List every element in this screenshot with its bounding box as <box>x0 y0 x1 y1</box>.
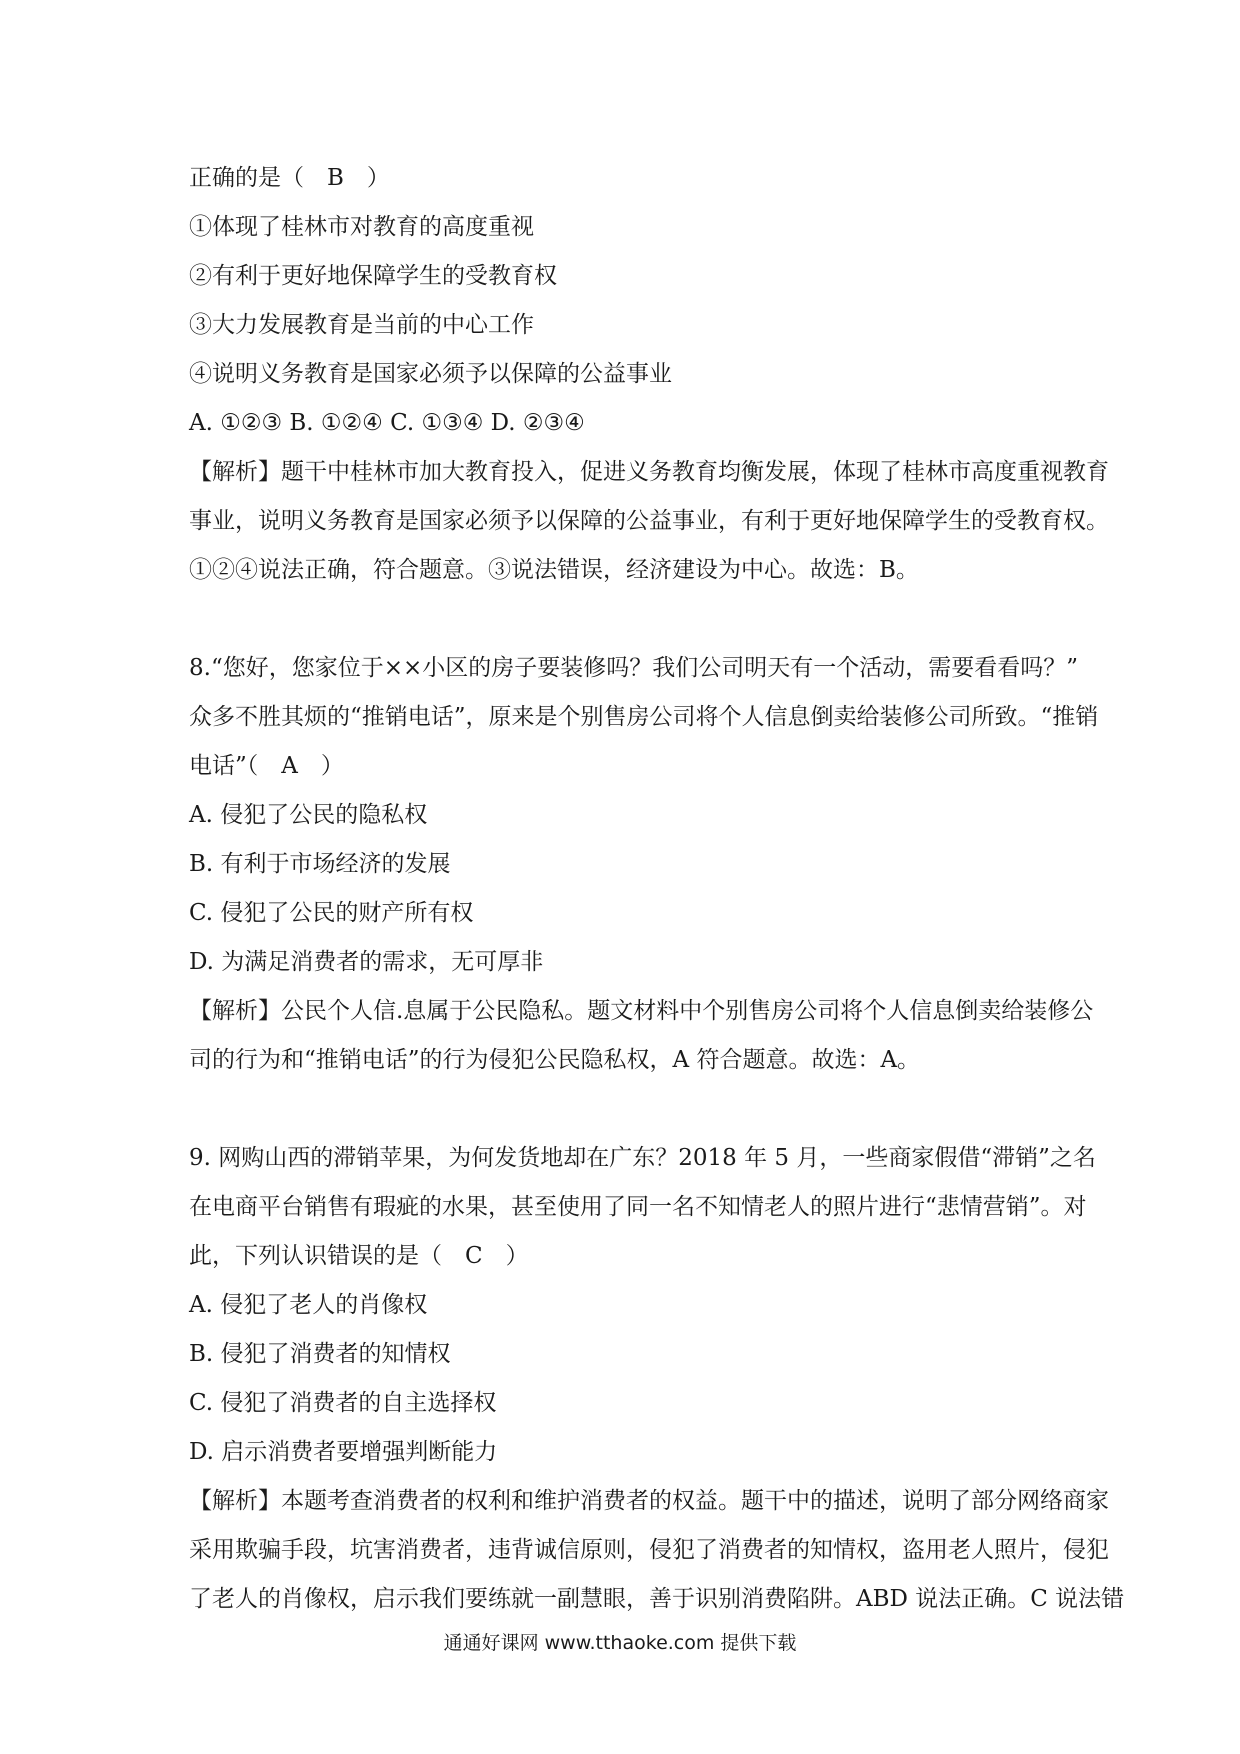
question-7 <box>189 154 1109 595</box>
question-stem-tail: 正确的是（ B ） <box>189 165 390 191</box>
question-stem-line: 8.“您好，您家位于××小区的房子要装修吗？我们公司明天有一个活动，需要看看吗？” <box>189 655 1079 681</box>
option-c: C. 侵犯了消费者的自主选择权 <box>189 1390 497 1416</box>
analysis-line: 【解析】本题考查消费者的权利和维护消费者的权益。题干中的描述，说明了部分网络商家 <box>189 1488 1109 1514</box>
option-a: A. 侵犯了公民的隐私权 <box>189 802 428 828</box>
answer-options: A. ①②③ B. ①②④ C. ①③④ D. ②③④ <box>189 410 585 436</box>
spacer <box>189 595 1069 644</box>
analysis-line: 采用欺骗手段，坑害消费者，违背诚信原则，侵犯了消费者的知情权，盗用老人照片，侵犯 <box>189 1537 1109 1563</box>
analysis-line: 事业，说明义务教育是国家必须予以保障的公益事业，有利于更好地保障学生的受教育权。 <box>189 508 1109 534</box>
question-stem-line: 在电商平台销售有瑕疵的水果，甚至使用了同一名不知情老人的照片进行“悲情营销”。对 <box>189 1194 1087 1220</box>
page-footer: 通通好课网 www.tthaoke.com 提供下载 <box>443 1632 797 1654</box>
question-stem-line: 众多不胜其烦的“推销电话”，原来是个别售房公司将个人信息倒卖给装修公司所致。“推销 <box>189 704 1099 730</box>
option-a: A. 侵犯了老人的肖像权 <box>189 1292 428 1318</box>
option-b: B. 有利于市场经济的发展 <box>189 851 451 877</box>
option-b: B. 侵犯了消费者的知情权 <box>189 1341 451 1367</box>
question-stem-line: 9. 网购山西的滞销苹果，为何发货地却在广东？2018 年 5 月，一些商家假借“滞销”之名 <box>189 1145 1096 1171</box>
analysis-line: 司的行为和“推销电话”的行为侵犯公民隐私权，A 符合题意。故选：A。 <box>189 1047 921 1073</box>
analysis-line: 【解析】题干中桂林市加大教育投入，促进义务教育均衡发展，体现了桂林市高度重视教育 <box>189 459 1109 485</box>
statement-2: ②有利于更好地保障学生的受教育权 <box>189 263 557 289</box>
analysis-line: ①②④说法正确，符合题意。③说法错误，经济建设为中心。故选：B。 <box>189 557 919 583</box>
question-8 <box>189 644 1099 1085</box>
page-content <box>189 154 1125 1624</box>
question-stem-line: 电话”（ A ） <box>189 753 344 779</box>
option-d: D. 为满足消费者的需求，无可厚非 <box>189 949 544 975</box>
question-9 <box>189 1134 1125 1624</box>
statement-1: ①体现了桂林市对教育的高度重视 <box>189 214 534 240</box>
option-d: D. 启示消费者要增强判断能力 <box>189 1439 498 1465</box>
question-stem-line: 此，下列认识错误的是（ C ） <box>189 1243 529 1269</box>
spacer <box>189 1085 1069 1134</box>
statement-4: ④说明义务教育是国家必须予以保障的公益事业 <box>189 361 672 387</box>
statement-3: ③大力发展教育是当前的中心工作 <box>189 312 534 338</box>
analysis-line: 【解析】公民个人信.息属于公民隐私。题文材料中个别售房公司将个人信息倒卖给装修公 <box>189 998 1094 1024</box>
option-c: C. 侵犯了公民的财产所有权 <box>189 900 474 926</box>
analysis-line: 了老人的肖像权，启示我们要练就一副慧眼，善于识别消费陷阱。ABD 说法正确。C 说法错 <box>189 1586 1125 1612</box>
